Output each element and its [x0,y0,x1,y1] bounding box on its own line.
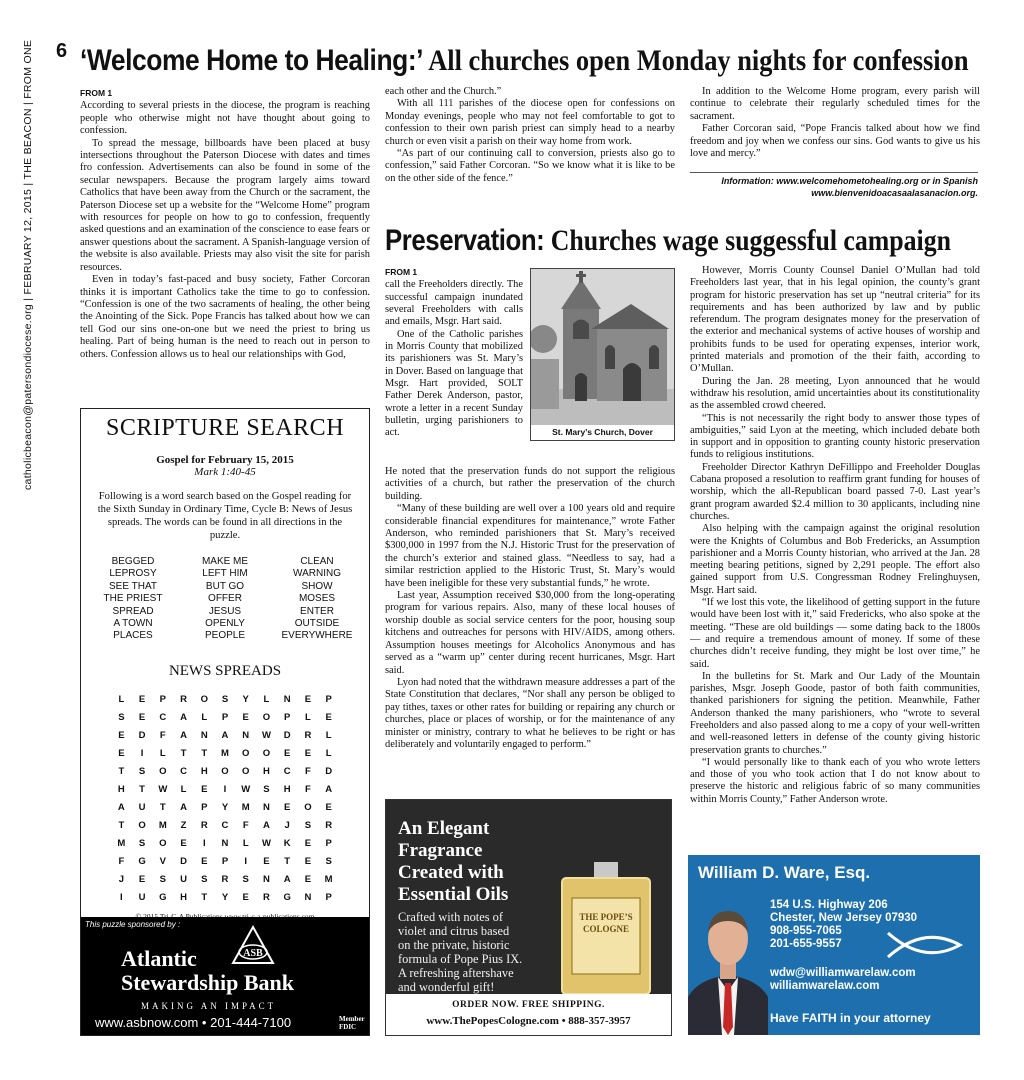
photo-caption: St. Mary’s Church, Dover [531,425,674,440]
paragraph: “Many of these building are well over a 100 years old and require considerable financial expenditures for maintenance,” wrote Father Anderson, who reminded parishioners that St. Mary’s received $300,000 in 1997 from the N.J. Historic Trust for the preservation of the church’s exterior and stained glass. “Needless to say, had a similar restriction applied to the Historic Trust, St. Mary’s would have been ineligible for these very substantial funds,” he wrote. [385,503,675,589]
grid-letter: F [242,819,249,831]
page-number: 6 [56,40,68,62]
paragraph: However, Morris County Counsel Daniel O’Mullan had told Freeholders last year, that in his legal opinion, the county’s grant program for historic preservation has set up “neutral criteria” for its requirements and has been authorized by law and by public referendum. The program designates money for the preservation of the exterior and mechanical systems of active houses of worship and prohibits funds to be used for operating expenses, interior work, printed materials and promotion of the their faith, according to O’Mullan. [690,265,980,375]
grid-letter: D [283,729,291,741]
grid-letter: S [221,693,229,705]
grid-letter: E [180,837,187,849]
grid-letter: W [261,837,271,849]
grid-letter: R [200,819,208,831]
grid-letter: C [180,765,187,777]
grid-letter: E [284,801,291,813]
grid-letter: N [283,693,291,705]
grid-letter: T [180,747,187,759]
grid-letter: A [180,801,187,813]
lawyer-web [770,967,916,993]
grid-letter: P [284,711,291,723]
grid-letter: N [263,873,270,885]
grid-letter: P [221,855,229,867]
grid-letter: H [180,891,187,903]
body-line: on the private, historic [398,938,510,952]
grid-letter: Y [242,693,249,705]
article1-headline [80,44,969,78]
paragraph: He noted that the preservation funds do not support the religious activities of a church, but rather the preservation of the church building. [385,466,675,502]
grid-letter: L [325,747,332,759]
lawyer-name: William D. Ware, Esq. [698,863,871,882]
puzzle-title: NEWS SPREADS [168,662,282,679]
grid-letter: L [118,693,125,705]
bank-fdic: Member FDIC [339,1015,365,1031]
grid-letter: A [180,729,187,741]
ichthys-fish-icon [884,925,964,965]
paragraph: Also helping with the campaign against the original resolution were the Knights of Columbus and Bob Fredericks, an Assumption parishioner and a Morris County historian, who arrived at the Jan. 28 meeting bearing petitions, signed by 2,291 people. The effort also gained support from U.S. Congressman Rodney Frelinghuysen, Msgr. Hart said. [690,523,980,596]
search-word: OUTSIDE [294,618,340,630]
grid-letter: D [138,729,146,741]
paragraph: According to several priests in the diocese, the program is reaching people who otherwise might not have thought about going to confession. [80,100,370,137]
grid-letter: L [180,783,187,795]
grid-letter: D [325,765,333,777]
grid-letter: O [200,693,208,705]
bank-name-line2: Stewardship Bank [121,970,295,995]
lawyer-ad [688,855,980,1035]
paragraph: With all 111 parishes of the diocese open for confessions on Monday evenings, people who may not feel comfortable to got to confession to their own parish priest can simply head to a nearby church or even visit a parish on their way home from work. [385,98,675,147]
grid-letter: O [159,837,167,849]
grid-letter: I [202,837,206,849]
grid-letter: A [221,729,229,741]
grid-letter: E [304,837,312,849]
body-line: A refreshing aftershave [398,966,514,980]
grid-letter: J [118,873,124,885]
grid-letter: W [261,729,271,741]
grid-letter: W [158,783,168,795]
grid-letter: E [201,855,208,867]
article1-col2 [385,86,675,185]
paragraph: “This is not necessarily the right body to answer those types of ambiguities,” said Lyon at the meeting, which included debate both in support and in opposition to granting county historic preservation funds to religious institutions. [690,412,980,461]
paragraph: “If we lost this vote, the likelihood of getting support in the future would have been lost with it,” said Fredericks, who also spoke at the meeting. “These are old buildings — some dating back to the 1800s — and require a tremendous amount of money. If some of these churches didn’t receive funding, they might be lost over time,” he said. [690,597,980,670]
search-word: BEGGED [111,556,155,567]
grid-letter: H [200,765,208,777]
grid-letter: O [304,801,312,813]
bank-logo-text: ASB [243,948,263,959]
search-word: CLEAN [300,556,334,567]
grid-letter: R [304,729,312,741]
grid-letter: G [159,891,167,903]
bottle-label-line2: COLOGNE [582,924,630,934]
grid-letter: E [284,747,291,759]
search-word: SPREAD [112,605,154,617]
grid-letter: N [242,729,250,741]
website-line: williamwarelaw.com [770,980,880,992]
grid-letter: F [118,855,125,867]
grid-letter: P [325,891,332,903]
grid-letter: H [283,783,291,795]
page-sidebar [22,39,46,490]
from-label: FROM 1 [80,88,113,98]
cologne-bottle-icon [556,862,656,994]
grid-letter: E [304,855,312,867]
grid-letter: M [241,801,250,813]
search-word: MAKE ME [201,556,249,567]
grid-letter: M [158,819,167,831]
search-word: PLACES [113,630,153,642]
search-word: JESUS [208,605,242,617]
gospel-reference: Mark 1:40-45 [194,466,256,478]
grid-letter: C [283,765,291,777]
grid-letter: E [201,783,208,795]
scripture-search-box [80,408,370,1036]
article2-headline-rest: Churches wage suggessful campaign [544,224,951,257]
grid-letter: L [325,729,332,741]
grid-letter: H [263,765,270,777]
search-word: THE PRIEST [103,593,163,605]
bank-name-line1: Atlantic [121,946,197,971]
grid-letter: T [139,783,145,795]
grid-letter: S [242,873,249,885]
search-word: WARNING [293,568,341,580]
article1-info: Information: www.welcomehometohealing.org or in Spanish www.bienvenidoacasaalasanacion.org. [690,172,978,199]
body-line: Crafted with notes of [398,910,503,924]
article1-headline-bold: ‘Welcome Home to Healing:’ [80,44,424,77]
grid-letter: M [324,873,333,885]
grid-letter: E [304,873,312,885]
grid-letter: F [304,765,311,777]
grid-letter: A [283,873,291,885]
grid-letter: Z [180,819,187,831]
grid-letter: S [138,837,146,849]
grid-letter: T [159,801,166,813]
grid-letter: L [201,711,208,723]
search-word: LEPROSY [109,568,157,580]
paragraph: call the Freeholders directly. The successful campaign inundated several Freeholders with calls and emails, Msgr. Hart said. [385,279,523,328]
search-word: A TOWN [113,618,153,630]
grid-letter: L [263,693,270,705]
grid-letter: T [201,891,208,903]
grid-letter: R [263,891,270,903]
email-line: wdw@williamwarelaw.com [770,967,916,979]
grid-letter: P [221,711,229,723]
grid-letter: R [221,873,229,885]
paragraph: In addition to the Welcome Home program, every parish will continue to celebrate their regularly scheduled times for the sacrament. [690,86,980,122]
grid-letter: E [118,747,125,759]
sponsor-ad [81,917,369,1035]
headline-line: Created with [398,862,504,883]
grid-letter: A [117,801,125,813]
lawyer-slogan: Have FAITH in your attorney [770,1011,931,1025]
grid-letter: E [138,711,146,723]
grid-letter: N [263,801,270,813]
grid-letter: E [242,891,249,903]
church-image [531,269,674,425]
phone-line: 908-955-7065 [770,925,842,937]
grid-letter: E [263,855,270,867]
puzzle-instructions: Following is a word search based on the Gospel reading for the Sixth Sunday in Ordinary Time, Cycle B: News of Jesus spreads. The words can be found in all directions in the puzzle. [97,491,353,541]
search-word: SEE THAT [109,580,157,592]
grid-letter: S [201,873,208,885]
gospel-date: Gospel for February 15, 2015 [156,454,294,466]
grid-letter: I [140,747,144,759]
grid-letter: L [304,711,311,723]
grid-letter: O [262,711,271,723]
grid-letter: S [138,765,146,777]
grid-letter: E [304,693,312,705]
address-line: Chester, New Jersey 07930 [770,912,918,924]
paragraph: Last year, Assumption received $30,000 from the long-operating program for various repairs. Also, many of these local houses of worship double as social service centers for the poor, housing soup kitchens and outreaches for persons with HIV/AIDS, among others. Assumption houses meetings for Alcoholics Anonymous and has served as a “warm up” center during recent hurricanes, Msgr. Hart said. [385,590,675,676]
grid-letter: N [304,891,312,903]
grid-letter: N [221,837,229,849]
cologne-order: ORDER NOW. FREE SHIPPING. [452,1000,605,1010]
paragraph: Freeholder Director Kathryn DeFillippo and Freeholder Douglas Cabana proposed a resolution to reaffirm grant funding for houses of worship, which the all-Republican board passed 7-0. Last year’s grant program awarded $2.4 million to 30 applicants, including nine churches. [690,461,980,522]
article1-col1 [80,87,370,361]
headline-line: Essential Oils [398,884,509,905]
address-line: 154 U.S. Highway 206 [770,899,888,911]
grid-letter: S [159,873,166,885]
article2-headline [385,224,951,258]
search-word: BUT GO [205,580,245,592]
article2-col-a [385,266,523,440]
grid-letter: C [159,711,167,723]
search-word: OFFER [208,593,242,605]
grid-letter: I [223,783,227,795]
grid-letter: V [159,855,166,867]
from-label: FROM 1 [385,267,418,277]
grid-letter: Y [221,801,229,813]
phone-line: 201-655-9557 [770,938,842,950]
paragraph: Even in today’s fast-paced and busy society, Father Corcoran thinks it is important Catholics take the time to go to confession. “Confession is one of the two sacraments of healing, the other being the Anointing of the Sick. Pope Francis has talked about how we can tell God our sins one-on-one but we need the priest to bring us healing. Part of being human is the need to reach out in person to others. Confession allows us to heal our relationships with God, [80,274,370,360]
grid-letter: E [138,693,146,705]
cologne-ad [385,799,672,1036]
search-word: MOSES [298,593,336,605]
body-line: violet and citrus based [398,924,510,938]
grid-letter: I [244,855,248,867]
grid-letter: R [325,819,333,831]
grid-letter: O [242,747,250,759]
grid-letter: E [138,873,146,885]
cologne-web: www.ThePopesCologne.com • 888-357-3957 [426,1015,631,1027]
grid-letter: Y [221,891,229,903]
grid-letter: D [180,855,187,867]
grid-letter: U [138,891,146,903]
paragraph: To spread the message, billboards have been placed at busy intersections throughout the Paterson Diocese with dates and times fro confession. Advertisements can also be found in some of the secular newspapers. Because the program largely aims toward Catholics that have been away from the Church or the sacrament, the Paterson Diocese set up a website for the “Welcome Home” program with resources for people on how to go to confession, frequently asked questions and an examination of the conscience to ease fears or answer questions about the sacrament. A Spanish-language version of the website is also available. Priests may also visit the site for parish resources. [80,137,370,273]
grid-letter: U [180,873,187,885]
grid-letter: P [325,837,332,849]
bottle-label-line1: THE POPE’S [579,912,633,922]
search-word: ENTER [300,605,334,617]
church-photo [530,268,675,441]
body-line: formula of Pope Pius IX. [398,952,523,966]
grid-letter: P [201,801,208,813]
headline-line: Fragrance [398,840,483,861]
grid-letter: O [262,747,271,759]
grid-letter: N [200,729,208,741]
grid-letter: O [138,819,146,831]
lawyer-portrait [688,887,768,1035]
grid-letter: P [325,693,332,705]
grid-letter: F [304,783,311,795]
bank-name [121,947,294,995]
article1-col3 [690,86,980,160]
grid-letter: U [138,801,146,813]
grid-letter: S [263,783,270,795]
grid-letter: O [159,765,167,777]
grid-letter: M [117,837,126,849]
search-word: PEOPLE [204,630,246,642]
grid-letter: A [263,819,270,831]
grid-letter: L [242,837,249,849]
search-word: LEFT HIM [202,568,248,580]
paragraph: “I would personally like to thank each of you who wrote letters and those of you who took action that I do not know about to preserve the historic and religious fabric of so many communities within Morris County,” Father Anderson wrote. [690,756,980,805]
grid-letter: O [242,765,250,777]
paragraph: During the Jan. 28 meeting, Lyon announced that he would withdraw his resolution, amid uncertainties about its constitutionality as the assembled crowd cheered. [690,375,980,412]
grid-letter: M [221,747,229,759]
grid-letter: J [284,819,290,831]
paragraph: Father Corcoran said, “Pope Francis talked about how we find freedom and joy when we confess our sins. God wants to give us his love and mercy.” [690,123,980,160]
grid-letter: S [118,711,125,723]
bank-tagline: MAKING AN IMPACT [141,1001,277,1011]
grid-letter: T [118,819,125,831]
paragraph: Lyon had noted that the withdrawn measure addresses a part of the State Constitution that declares, “Nor shall any person be obliged to pay tithes, taxes or other rates for building or repairing any church or churches, place or places of worship, or for the maintenance of any minister or ministry, contrary to what he believes to be right or has deliberately and voluntarily engaged to perform.” [385,676,675,750]
article1-headline-rest: All churches open Monday nights for confession [423,44,969,77]
paragraph: each other and the Church.” [385,86,502,97]
article2-col-b [385,466,675,751]
grid-letter: A [180,711,187,723]
grid-letter: C [221,819,229,831]
grid-letter: K [283,837,291,849]
cologne-body [398,910,522,994]
grid-letter: F [159,729,166,741]
sidebar-text: catholicbeacon@patersondiocese.org | FEBRUARY 12, 2015 | THE BEACON | FROM ONE [22,39,34,490]
grid-letter: W [241,783,251,795]
article2-col-c [690,265,980,806]
grid-letter: E [325,801,332,813]
grid-letter: O [221,765,229,777]
sponsor-label: This puzzle sponsored by : [85,920,181,929]
grid-letter: E [325,711,332,723]
article2-headline-bold: Preservation: [385,224,545,257]
scripture-title: SCRIPTURE SEARCH [105,415,345,441]
grid-letter: G [283,891,291,903]
body-line: and wonderful gift! [398,980,495,994]
grid-letter: E [118,729,125,741]
search-word: OPENLY [205,618,245,630]
grid-letter: L [159,747,166,759]
headline-line: An Elegant [398,818,490,839]
word-search-grid [111,694,339,903]
paragraph: In the bulletins for St. Mark and Our Lady of the Mountain parishes, Msgr. Joseph Goode, pastor of both faith communities, thanked parishioners for signing the petition. Meanwhile, Father Anderson thanked the many parishioners, who “wrote to several Freeholders and also passed along to me a copy of your well-written and well-reasoned letters in defense of the county giving historic preservation grants to churches.” [690,670,980,756]
grid-letter: T [284,855,291,867]
word-list [87,556,363,643]
paragraph: “As part of our continuing call to conversion, priests also go to confession,” said Father Corcoran. “So we know what it is like to be on the other side of the fence.” [385,148,675,184]
grid-letter: G [138,855,146,867]
search-word: EVERYWHERE [281,630,353,642]
grid-letter: E [242,711,249,723]
grid-letter: S [304,819,312,831]
grid-letter: P [159,693,166,705]
grid-letter: I [120,891,123,903]
grid-letter: H [117,783,125,795]
grid-letter: T [201,747,208,759]
grid-letter: R [180,693,187,705]
bank-contact: www.asbnow.com • 201-444-7100 [95,1015,292,1030]
grid-letter: A [325,783,333,795]
grid-letter: T [118,765,125,777]
paragraph: One of the Catholic parishes in Morris County that mobilized its parishioners was St. Mary’s in Dover. Based on language that Msgr. Hart provided, SOLT Father Derek Anderson, pastor, wrote a letter in a recent Sunday bulletin, urging parishioners to act. [385,328,523,439]
cologne-headline [398,818,508,906]
grid-letter: E [304,747,312,759]
search-word: SHOW [301,580,333,592]
grid-letter: S [325,855,332,867]
